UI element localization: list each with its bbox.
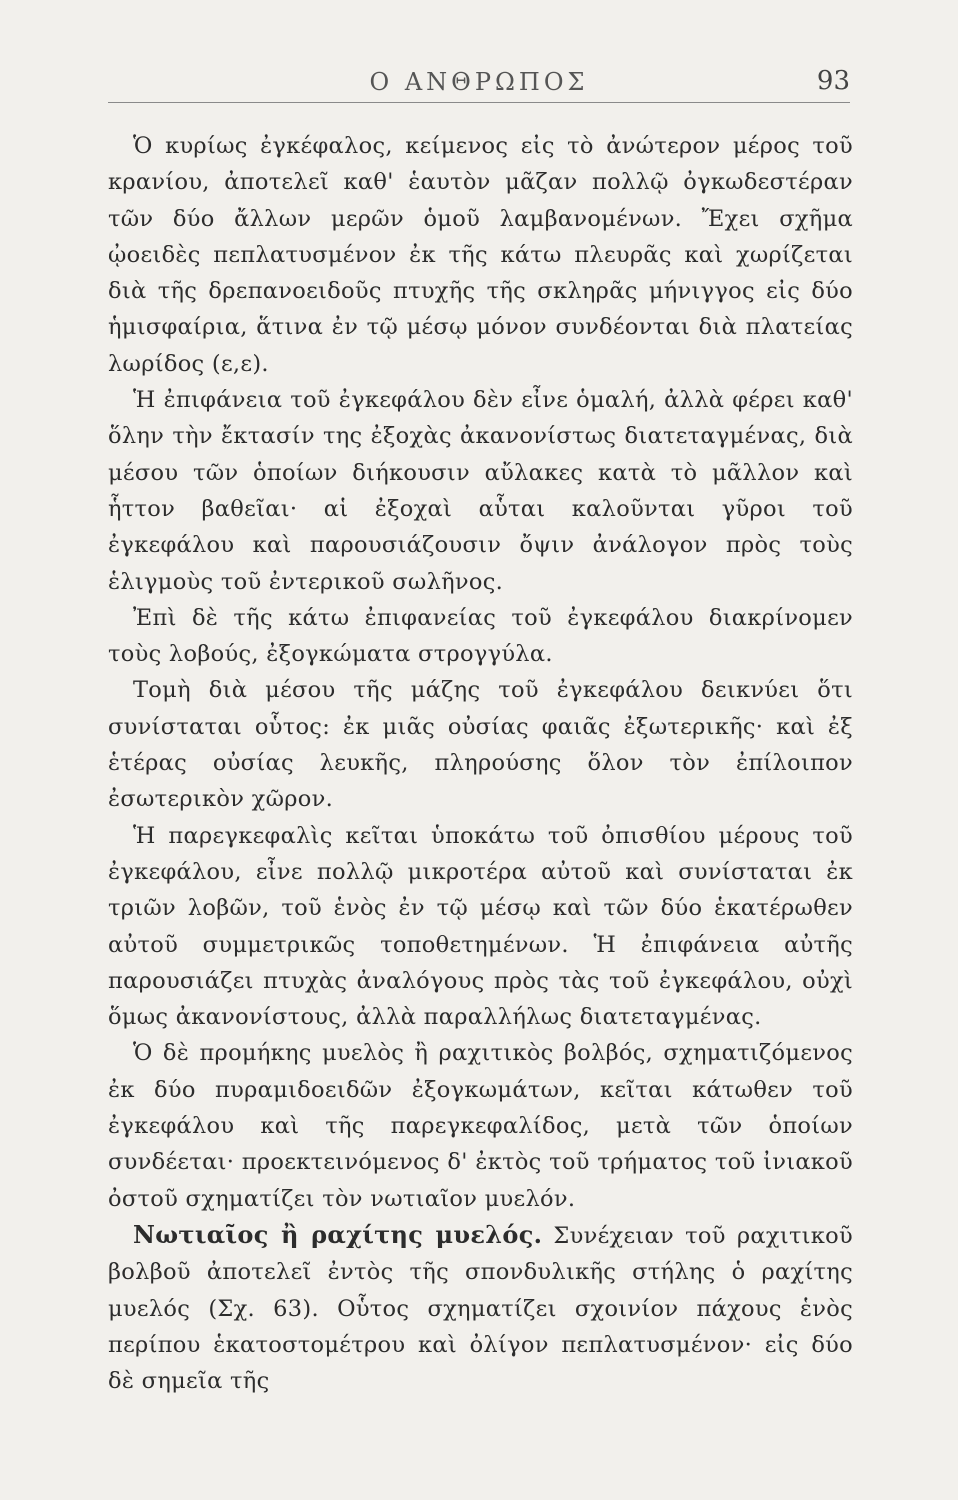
paragraph-section: Τομὴ διὰ μέσου τῆς μάζης τοῦ ἐγκεφάλου δεικνύει ὅτι συνίσταται οὗτος: ἐκ μιᾶς οὐσίας φαιᾶς ἐξωτερικῆς· καὶ ἐξ ἑτέρας οὐσίας λευκῆς, πληρούσης ὅλον τὸν ἐπίλοιπον ἐσωτερικὸν χῶρον. xyxy=(108,677,853,813)
paragraph-spinal-cord xyxy=(108,1217,853,1399)
section-text: Συνέχειαν τοῦ ραχιτικοῦ βολβοῦ ἀποτελεῖ ἐντὸς τῆς σπονδυλικῆς στήλης ὁ ραχίτης μυελός (Σχ. 63). Οὗτος σχηματίζει σχοινίον πάχους ἑνὸς περίπου ἑκατοστομέτρου καὶ ὀλίγον πεπλατυσμένον· εἰς δύο δὲ σημεῖα τῆς xyxy=(108,1222,853,1395)
page-number: 93 xyxy=(816,66,850,96)
running-head xyxy=(108,62,850,103)
paragraph-lobes: Ἐπὶ δὲ τῆς κάτω ἐπιφανείας τοῦ ἐγκεφάλου διακρίνομεν τοὺς λοβούς, ἐξογκώματα στρογγύλα. xyxy=(108,604,853,668)
paragraph-surface: Ἡ ἐπιφάνεια τοῦ ἐγκεφάλου δὲν εἶνε ὁμαλή, ἀλλὰ φέρει καθ' ὅλην τὴν ἔκτασίν της ἐξοχὰς ἀκανονίστως διατεταγμένας, διὰ μέσου τῶν ὁποίων διήκουσιν αὔλακες κατὰ τὸ μᾶλλον καὶ ἧττον βαθεῖαι· αἱ ἐξοχαὶ αὗται καλοῦνται γῦροι τοῦ ἐγκεφάλου καὶ παρουσιάζουσιν ὄψιν ἀνάλογον πρὸς τοὺς ἑλιγμοὺς τοῦ ἐντερικοῦ σωλῆνος. xyxy=(108,387,853,595)
body-text xyxy=(108,128,853,1399)
paragraph-medulla: Ὁ δὲ προμήκης μυελὸς ἢ ραχιτικὸς βολβός, σχηματιζόμενος ἐκ δύο πυραμιδοειδῶν ἐξογκωμάτων, κεῖται κάτωθεν τοῦ ἐγκεφάλου καὶ τῆς παρεγκεφαλίδος, μετὰ τῶν ὁποίων συνδέεται· προεκτεινόμενος δ' ἐκτὸς τοῦ τρήματος τοῦ ἰνιακοῦ ὀστοῦ σχηματίζει τὸν νωτιαῖον μυελόν. xyxy=(108,1040,853,1212)
paragraph-cerebellum: Ἡ παρεγκεφαλὶς κεῖται ὑποκάτω τοῦ ὀπισθίου μέρους τοῦ ἐγκεφάλου, εἶνε πολλῷ μικροτέρα αὐτοῦ καὶ συνίσταται ἐκ τριῶν λοβῶν, τοῦ ἑνὸς ἐν τῷ μέσῳ καὶ τῶν δύο ἑκατέρωθεν αὐτοῦ συμμετρικῶς τοποθετημένων. Ἡ ἐπιφάνεια αὐτῆς παρουσιάζει πτυχὰς ἀναλόγους πρὸς τὰς τοῦ ἐγκεφάλου, οὐχὶ ὅμως ἀκανονίστους, ἀλλὰ παραλλήλως διατεταγμένας. xyxy=(108,822,853,1031)
paragraph-cerebrum: Ὁ κυρίως ἐγκέφαλος, κείμενος εἰς τὸ ἀνώτερον μέρος τοῦ κρανίου, ἀποτελεῖ καθ' ἑαυτὸν μᾶζαν πολλῷ ὀγκωδεστέραν τῶν δύο ἄλλων μερῶν ὁμοῦ λαμβανομένων. Ἔχει σχῆμα ᾠοειδὲς πεπλατυσμένον ἐκ τῆς κάτω πλευρᾶς καὶ χωρίζεται διὰ τῆς δρεπανοειδοῦς πτυχῆς τῆς σκληρᾶς μήνιγγος εἰς δύο ἡμισφαίρια, ἅτινα ἐν τῷ μέσῳ μόνον συνδέονται διὰ πλατείας λωρίδος (ε,ε). xyxy=(108,133,853,377)
running-title: Ο ΑΝΘΡΩΠΟΣ xyxy=(369,68,589,96)
section-heading: Νωτιαῖος ἢ ραχίτης μυελός. xyxy=(133,1219,543,1249)
